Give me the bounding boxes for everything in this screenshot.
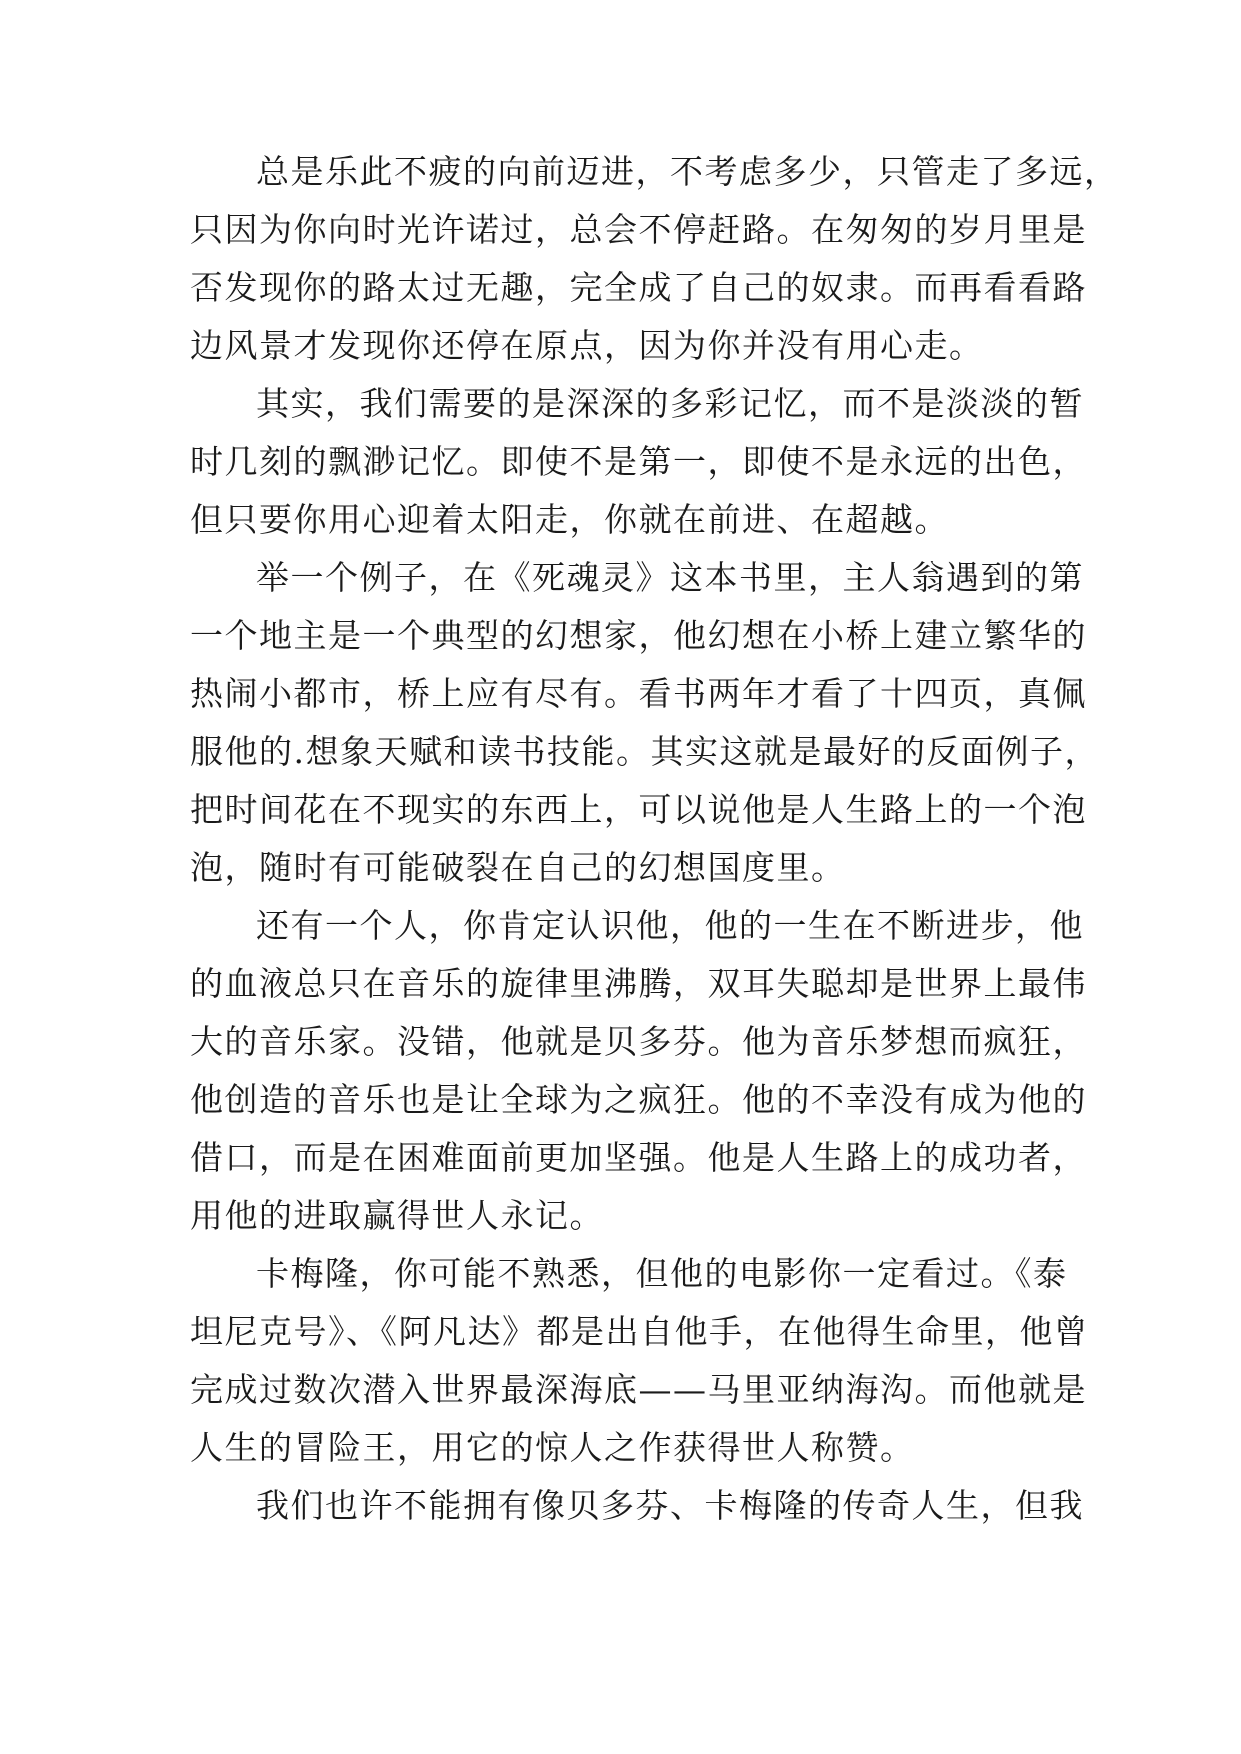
text-line: 否发现你的路太过无趣，完全成了自己的奴隶。而再看看路 <box>190 268 1087 307</box>
text-line: 时几刻的飘渺记忆。即使不是第一，即使不是永远的出色， <box>190 442 1087 481</box>
text-line: 他创造的音乐也是让全球为之疯狂。他的不幸没有成为他的 <box>190 1080 1087 1119</box>
text-line: 边风景才发现你还停在原点，因为你并没有用心走。 <box>190 326 984 365</box>
text-line: 服他的.想象天赋和读书技能。其实这就是最好的反面例子， <box>190 732 1099 771</box>
text-line: 的血液总只在音乐的旋律里沸腾，双耳失聪却是世界上最伟 <box>190 964 1087 1003</box>
text-line: 完成过数次潜入世界最深海底——马里亚纳海沟。而他就是 <box>190 1370 1087 1409</box>
text-line: 借口，而是在困难面前更加坚强。他是人生路上的成功者， <box>190 1138 1087 1177</box>
text-line: 但只要你用心迎着太阳走，你就在前进、在超越。 <box>190 500 949 539</box>
text-line: 坦尼克号》、《阿凡达》都是出自他手，在他得生命里，他曾 <box>190 1312 1089 1351</box>
text-line: 总是乐此不疲的向前迈进，不考虑多少，只管走了多远， <box>256 152 1119 191</box>
text-line: 一个地主是一个典型的幻想家，他幻想在小桥上建立繁华的 <box>190 616 1087 655</box>
text-line: 热闹小都市，桥上应有尽有。看书两年才看了十四页，真佩 <box>190 674 1087 713</box>
text-line: 卡梅隆，你可能不熟悉，但他的电影你一定看过。《泰 <box>256 1254 1068 1293</box>
text-line: 把时间花在不现实的东西上，可以说他是人生路上的一个泡 <box>190 790 1087 829</box>
text-line: 我们也许不能拥有像贝多芬、卡梅隆的传奇人生，但我 <box>256 1486 1084 1525</box>
text-line: 举一个例子，在《死魂灵》这本书里，主人翁遇到的第 <box>256 558 1084 597</box>
text-line: 用他的进取赢得世人永记。 <box>190 1196 604 1235</box>
text-line: 只因为你向时光许诺过，总会不停赶路。在匆匆的岁月里是 <box>190 210 1087 249</box>
text-line: 泡，随时有可能破裂在自己的幻想国度里。 <box>190 848 846 887</box>
text-line: 还有一个人，你肯定认识他，他的一生在不断进步，他 <box>256 906 1084 945</box>
text-line: 大的音乐家。没错，他就是贝多芬。他为音乐梦想而疯狂， <box>190 1022 1087 1061</box>
text-line: 人生的冒险王，用它的惊人之作获得世人称赞。 <box>190 1428 915 1467</box>
text-line: 其实，我们需要的是深深的多彩记忆，而不是淡淡的暂 <box>256 384 1084 423</box>
